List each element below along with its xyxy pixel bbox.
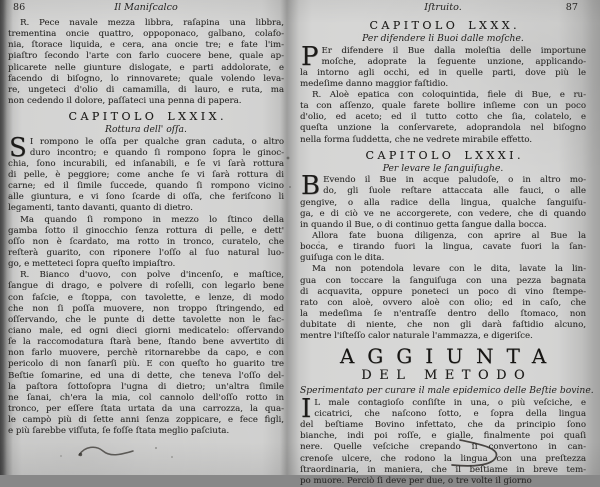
paragraph (300, 264, 586, 342)
text-line: do, gli ſuole reſtare attaccata alle fauci, o alle (323, 186, 586, 197)
page-number: 86 (13, 2, 26, 13)
text-line: medeſime danno maggior faſtidio. (300, 78, 449, 89)
paragraph (8, 270, 284, 437)
text-line: in quando il Bue, o di continuo getta ſangue dalla bocca. (300, 219, 547, 230)
text-line: non cedendo il dolore, paſſateci una penna di papera. (8, 95, 242, 106)
section-subtitle: Per levare le ſanguiſughe. (382, 162, 504, 174)
paragraph (8, 215, 284, 271)
text-line: po muore. Perciò ſi deve per due, o tre volte il giorno (300, 475, 532, 486)
text-line: duro incontro; e quando ſi rompono ſopra le ginoc- (29, 147, 284, 158)
page-left-header (8, 2, 284, 16)
text-line: ſtraordinaria, in maniera, che il beſtiame in breve tem- (300, 464, 586, 475)
drop-cap: P (301, 41, 319, 72)
page-right-header (300, 2, 586, 16)
text-line: guiſuga con le dita. (300, 253, 385, 264)
text-line: ciano male, ed ogni dieci giorni medicatelo: oſſervando (8, 326, 284, 337)
drop-cap: I (301, 393, 312, 424)
text-line: bocca, e tirando fuori la lingua, cavate fuori la ſan- (300, 242, 586, 253)
text-line: ne ſanai, ch'era la mia, col cannolo dell'oſſo rotto in (8, 392, 284, 403)
text-line: gengive, o alla radice della lingua, qualche ſanguiſu- (300, 197, 586, 208)
text-line: reſterà guarito, con riponere l'oſſo al ſuo natural luo- (8, 248, 284, 259)
text-line: alle giuntura, e vi ſono ſcarde di oſſa, che feriſcono li (8, 192, 284, 203)
page-left (8, 2, 284, 437)
text-line: oſſervando, che le punte di dette tavolette non le fac- (8, 314, 284, 325)
text-line: R. Bianco d'uovo, con polve d'incenſo, e maſtice, (20, 270, 284, 281)
text-line: chia, ſono incurabili, ed inſanabili, e ſe vi ſarà rottura (8, 158, 284, 169)
scan-specks (0, 0, 2, 2)
chapter-heading: CAPITOLO LXXIX. (68, 110, 227, 124)
text-line: Ma non potendola levare con le dita, lavate la lin- (312, 264, 586, 275)
drop-cap: B (301, 171, 321, 202)
text-line: la medeſima ſe n'entraſſe dentro dello ſtomaco, non (300, 308, 586, 319)
text-line: le campò più di ſette anni ſenza zoppicare, e fece figli, (8, 415, 284, 426)
text-line: la intorno agli occhi, ed in quelle parti, dove più le (300, 67, 586, 78)
text-line: del beſtiame Bovino infettato, che da principio ſono (300, 420, 586, 431)
paragraph (8, 132, 284, 215)
page-right (300, 2, 594, 487)
page-number: 87 (565, 2, 578, 13)
text-line: mentre l'iſteſſo calor naturale l'ammazza, e digeriſce. (300, 331, 533, 342)
text-line: bianche, indi poi roſſe, e gialle, finalmente poi quaſi (300, 431, 586, 442)
text-line: con faſcie, e ſtoppa, con tavolette, e lenze, di modo (8, 292, 284, 303)
text-line: facendo di biſogno, lo rinnovarete; quale volendo leva- (8, 73, 284, 84)
text-line: Er difendere il Bue dalla moleſtia delle importune (321, 45, 586, 56)
text-line: Evendo il Bue in acque paludoſe, o in altro mo- (323, 175, 586, 186)
section-title-large: AGGIUNTA (339, 344, 560, 369)
paragraph (300, 171, 586, 231)
chapter-heading: CAPITOLO LXXX. (369, 19, 521, 32)
section-subtitle: Per difendere li Buoi dalle moſche. (362, 33, 524, 44)
running-title: Iſtruito. (424, 2, 462, 13)
text-line: ſe la raccomodatura ſtarà bene, ſtando bene avvertito di (8, 337, 284, 348)
paragraph (300, 41, 586, 91)
section-title-medium: DEL METODO (361, 368, 533, 384)
text-line: pericolo di non ſanarſi più. E con queſto ho guarito tre (8, 359, 284, 370)
text-line: gamba ſotto il ginocchio ſenza rottura di pelle, e dett' (8, 225, 284, 236)
drop-cap: S (9, 132, 27, 163)
text-line: d'olio, ed aceto; ed il tutto cotto che ſia, colatelo, e (300, 112, 586, 123)
paragraph (300, 90, 586, 146)
text-line: trementina oncie quattro, oppoponaco, galbano, colafo- (8, 29, 284, 40)
text-line: la paſtora ſottoſopra l'ugna di dietro; un'altra ſimile (8, 381, 284, 392)
running-title: Il Maniſcalco (114, 2, 178, 13)
text-line: dubitate di niente, che non gli darà faſtidio alcuno, (300, 320, 586, 331)
text-line: e più ſarebbe viſſuta, ſe foſſe ſtata meglio paſciuta. (8, 426, 230, 437)
text-line: ſangue di drago, e polvere di roſelli, con legarlo bene (8, 281, 284, 292)
text-line: I rompono le oſſa per qualche gran caduta, o altro (29, 136, 284, 147)
text-line: re, ungeteci d'olio di camamilla, di lauro, e ruta, ma (8, 84, 284, 95)
text-line: legamenti, tanto davanti, quanto di dietro. (8, 203, 193, 214)
text-line: rato con aloè, ovvero aloè con olio; ed in caſo, che (300, 297, 586, 308)
section-subtitle: Sperimentato per curare il male epidemico delle Beſtie bovine. (300, 385, 594, 397)
text-line: che non ſi poſſa muovere, non troppo ſtringendo, ed (8, 303, 284, 314)
text-line: L male contagioſo conſiſte in una, o più veſciche, e (314, 397, 586, 408)
text-line: moſche, adoprate la ſeguente unzione, applicando- (321, 56, 586, 67)
text-line: R. Pece navale mezza libbra, raſapina una libbra, (20, 18, 284, 28)
ink-flourish-mark (76, 442, 138, 462)
text-line: ga, e di ciò ve ne accorgerete, con vedere, che di quando (300, 208, 586, 219)
text-line: nere. Quelle veſciche crepando ſi convertono in can- (300, 442, 586, 453)
text-line: Allora fate buona diligenza, con aprire al Bue la (312, 230, 586, 241)
paragraph (300, 231, 586, 264)
text-line: piaſtro ſecondo l'arte con farlo cuocere bene, quale ap- (8, 51, 284, 62)
text-line: gua con toccare la ſanguiſuga con una pezza bagnata (300, 275, 586, 286)
page-left-text (8, 18, 284, 437)
text-line: di acquavita, oppure poneteci un poco di vino ſtempe- (300, 286, 586, 297)
chapter-heading: CAPITOLO LXXXI. (365, 148, 524, 162)
text-line: nia, ſtorace liquida, e cera, ana oncie tre; e fate l'im- (8, 40, 284, 51)
text-line: queſta unzione la conſervarete, adoprandola nel biſogno (300, 123, 586, 134)
text-line: oſſo non è ſcardato, ma rotto in tronco, curatelo, che (8, 236, 284, 247)
text-line: di pelle, è peggiore; come anche ſe vi ſarà rottura di (8, 170, 284, 181)
paragraph (8, 18, 284, 107)
text-line: cicatrici, che naſcono ſotto, e ſopra della lingua (314, 409, 586, 420)
text-line: Ma quando ſi rompono in mezzo lo ſtinco della (20, 214, 284, 225)
section-subtitle: Rottura dell' oſſa. (105, 124, 187, 136)
paragraph (300, 393, 586, 487)
text-line: non farlo muovere, perchè ritornarebbe da capo, e con (8, 348, 284, 359)
text-line: nella forma ſuddetta, che ne vedrete mirabile effetto. (300, 134, 533, 145)
text-line: R. Aloè epatica con coloquintida, fiele di Bue, e ru- (312, 90, 586, 101)
text-line: crenoſe ulcere, che rodono la lingua con una preſtezza (300, 453, 586, 464)
text-line: plicarete nelle giunture dislogate, e parti addolorate, e (8, 62, 284, 73)
text-line: carne; ed il ſimile ſuccede, quando ſi rompono vicino (8, 181, 284, 192)
text-line: tronco, per eſſere ſtata urtata da una carrozza, la qua- (8, 404, 284, 414)
text-line: Beſtie ſomarine, ed una di dette, che teneva l'oſſo del- (8, 370, 284, 381)
page-right-text (300, 19, 594, 487)
text-line: ta con aſſenzo, quale farete bollire inſieme con un poco (300, 101, 586, 112)
text-line: go, e metteteci ſopra queſto impiaſtro. (8, 259, 176, 270)
